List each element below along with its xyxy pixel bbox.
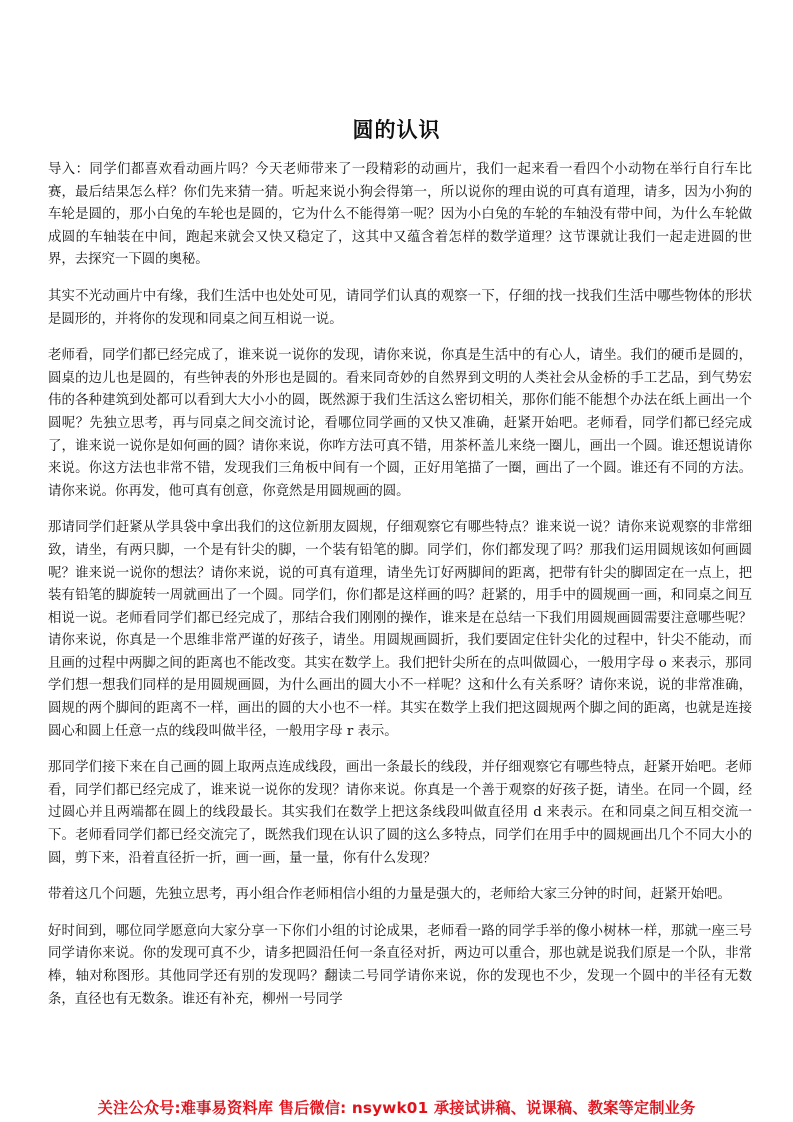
document-body (48, 159, 752, 1025)
paragraph-diameter: 那同学们接下来在自己画的圆上取两点连成线段，画出一条最长的线段，并仔细观察它有哪些特点，赶紧开始吧。老师看，同学们都已经完成了，谁来说一说你的发现？请你来说。你真是一个善于观察的好孩子挺，请坐。在同一个圆，经过圆心并且两端都在圆上的线段最长。其实我们在数学上把这条线段叫做直径用 d 来表示。在和同桌之间互相交流一下。老师看同学们都已经交流完了，既然我们现在认识了圆的这么多特点，同学们在用手中的圆规画出几个不同大小的圆，剪下来，沿着直径折一折，画一画，量一量，你有什么发现？ (48, 760, 752, 866)
paragraph-observe: 其实不光动画片中有缘，我们生活中也处处可见，请同学们认真的观察一下，仔细的找一找我们生活中哪些物体的形状是圆形的，并将你的发现和同桌之间互相说一说。 (48, 288, 752, 327)
promo-footer: 关注公众号:难事易资料库 售后微信: nsywk01 承接试讲稿、说课稿、教案等定制业务 (97, 1099, 696, 1117)
paragraph-intro: 导入：同学们都喜欢看动画片吗？今天老师带来了一段精彩的动画片，我们一起来看一看四个小动物在举行自行车比赛，最后结果怎么样？你们先来猜一猜。听起来说小狗会得第一，所以说你的理由说的可真有道理，请多，因为小狗的车轮是圆的，那小白兔的车轮也是圆的，它为什么不能得第一呢？因为小白兔的车轮的车轴没有带中间，为什么车轮做成圆的车轴装在中间，跑起来就会又快又稳定了，这其中又蕴含着怎样的数学道理？这节课就让我们一起走进圆的世界，去探究一下圆的奥秘。 (48, 162, 752, 268)
paragraph-draw-circle: 老师看，同学们都已经完成了，谁来说一说你的发现，请你来说，你真是生活中的有心人，请坐。我们的硬币是圆的，圆桌的边儿也是圆的，有些钟表的外形也是圆的。看来同奇妙的自然界到文明的人类社会从金桥的手工艺品，到气势宏伟的各种建筑到处都可以看到大大小小的圆，既然源于我们生活这么密切相关，那你们能不能想个办法在纸上画出一个圆呢？先独立思考，再与同桌之间交流讨论，看哪位同学画的又快又准确，赶紧开始吧。老师看，同学们都已经完成了，谁来说一说你是如何画的圆？请你来说，你咋方法可真不错，用茶杯盖儿来绕一圈儿，画出一个圆。谁还想说请你来说。你这方法也非常不错，发现我们三角板中间有一个圆，正好用笔描了一圈，画出了一个圆。谁还有不同的方法。请你来说。你再发，他可真有创意，你竟然是用圆规画的圆。 (48, 348, 752, 499)
paragraph-share: 好时间到，哪位同学愿意向大家分享一下你们小组的讨论成果，老师看一路的同学手举的像小树林一样，那就一座三号同学请你来说。你的发现可真不少，请多把圆沿任何一条直径对折，两边可以重合，那也就是说我们原是一个队，非常棒，轴对称图形。其他同学还有别的发现吗？翻读二号同学请你来说，你的发现也不少，发现一个圆中的半径有无数条，直径也有无数条。谁还有补充，柳州一号同学 (48, 923, 752, 1007)
paragraph-group-work: 带着这几个问题，先独立思考，再小组合作老师相信小组的力量是强大的，老师给大家三分钟的时间，赶紧开始吧。 (48, 887, 731, 903)
paragraph-compass: 那请同学们赶紧从学具袋中拿出我们的这位新朋友圆规，仔细观察它有哪些特点？谁来说一说？请你来说观察的非常细致，请坐，有两只脚，一个是有针尖的脚，一个装有铅笔的脚。同学们，你们都发现了吗？那我们运用圆规该如何画圆呢？谁来说一说你的想法？请你来说，说的可真有道理，请坐先订好两脚间的距离，把带有针尖的脚固定在一点上，把装有铅笔的脚旋转一周就画出了一个圆。同学们，你们都是这样画的吗？赶紧的，用手中的圆规画一画，和同桌之间互相说一说。老师看同学们都已经完成了，那结合我们刚刚的操作，谁来是在总结一下我们用圆规画圆需要注意哪些呢？请你来说，你真是一个思维非常严谨的好孩子，请坐。用圆规画圆折，我们要固定住针尖化的过程中，针尖不能动，而且画的过程中两脚之间的距离也不能改变。其实在数学上。我们把针尖所在的点叫做圆心，一般用字母 o 来表示，那同学们想一想我们同样的是用圆规画圆，为什么画出的圆大小不一样呢？这和什么有关系呀？请你来说，说的非常准确，圆规的两个脚间的距离不一样，画出的圆的大小也不一样。其实在数学上我们把这圆规两个脚之间的距离，也就是连接圆心和圆上任意一点的线段叫做半径，一般用字母 r 表示。 (48, 520, 752, 739)
page-title: 圆的认识 (352, 118, 441, 142)
